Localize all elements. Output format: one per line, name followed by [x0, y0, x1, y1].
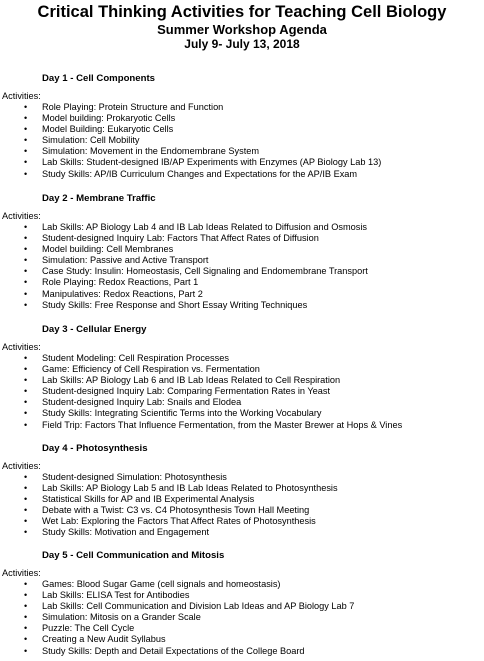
day-heading: Day 5 - Cell Communication and Mitosis: [42, 550, 225, 561]
list-item: [0, 266, 484, 277]
activity-list: [0, 472, 484, 539]
list-item: [0, 233, 484, 244]
list-item-text: Model Building: Eukaryotic Cells: [42, 124, 174, 135]
list-item-text: Puzzle: The Cell Cycle: [42, 623, 135, 634]
activities-label: Activities:: [2, 91, 41, 101]
bullet-icon: •: [24, 222, 28, 232]
list-item-text: Game: Efficiency of Cell Respiration vs. Fermentation: [42, 364, 260, 375]
list-item-text: Student-designed Inquiry Lab: Snails and Elodea: [42, 397, 242, 408]
bullet-icon: •: [24, 612, 28, 623]
list-item: [0, 289, 484, 300]
list-item-text: Simulation: Cell Mobility: [42, 135, 140, 146]
list-item-text: Student-designed Inquiry Lab: Comparing Fermentation Rates in Yeast: [42, 386, 331, 397]
bullet-icon: •: [24, 233, 28, 244]
list-item: [0, 353, 484, 364]
list-item-text: Debate with a Twist: C3 vs. C4 Photosynthesis Town Hall Meeting: [42, 505, 310, 516]
bullet-icon: •: [24, 386, 28, 397]
activities-label: Activities:: [2, 461, 41, 471]
activities-label: Activities:: [2, 342, 41, 352]
activity-list: [0, 102, 484, 180]
activity-list: [0, 353, 484, 431]
list-item: [0, 634, 484, 645]
activities-label: Activities:: [2, 211, 41, 221]
bullet-icon: •: [24, 124, 28, 135]
day-1-section: [0, 73, 484, 180]
list-item-text: Study Skills: Free Response and Short Essay Writing Techniques: [42, 299, 308, 310]
list-item: [0, 505, 484, 516]
list-item-text: Wet Lab: Exploring the Factors That Affect Rates of Photosynthesis: [42, 516, 316, 527]
bullet-icon: •: [24, 505, 28, 516]
bullet-icon: •: [24, 244, 28, 255]
list-item: [0, 397, 484, 408]
list-item: [0, 408, 484, 419]
list-item: [0, 601, 484, 612]
list-item: [0, 135, 484, 146]
day-heading: Day 4 - Photosynthesis: [42, 443, 148, 454]
list-item-text: Statistical Skills for AP and IB Experimental Analysis: [42, 494, 255, 505]
activity-list: [0, 579, 484, 657]
bullet-icon: •: [24, 102, 28, 112]
list-item: [0, 300, 484, 311]
list-item-text: Creating a New Audit Syllabus: [42, 634, 166, 645]
day-2-section: [0, 193, 484, 311]
list-item: [0, 516, 484, 527]
list-item: [0, 646, 484, 657]
list-item-text: Study Skills: AP/IB Curriculum Changes and Expectations for the AP/IB Exam: [42, 168, 358, 179]
bullet-icon: •: [24, 472, 28, 482]
bullet-icon: •: [24, 634, 28, 645]
bullet-icon: •: [24, 527, 28, 538]
list-item: [0, 113, 484, 124]
bullet-icon: •: [24, 288, 28, 299]
list-item-text: Student-designed Inquiry Lab: Factors That Affect Rates of Diffusion: [42, 233, 319, 244]
list-item: [0, 420, 484, 431]
list-item-text: Simulation: Movement in the Endomembrane System: [42, 146, 260, 157]
bullet-icon: •: [24, 494, 28, 505]
list-item-text: Field Trip: Factors That Influence Fermentation, from the Master Brewer at Hops & Vines: [42, 419, 403, 430]
bullet-icon: •: [24, 483, 28, 494]
list-item: [0, 102, 484, 113]
day-heading: Day 3 - Cellular Energy: [42, 324, 147, 335]
list-item-text: Simulation: Passive and Active Transport: [42, 255, 209, 266]
bullet-icon: •: [24, 113, 28, 124]
bullet-icon: •: [24, 516, 28, 527]
list-item-text: Student Modeling: Cell Respiration Processes: [42, 353, 229, 363]
bullet-icon: •: [24, 375, 28, 386]
list-item-text: Student-designed Simulation: Photosynthesis: [42, 472, 227, 482]
bullet-icon: •: [24, 623, 28, 634]
list-item-text: Simulation: Mitosis on a Grander Scale: [42, 612, 201, 623]
day-heading: Day 2 - Membrane Traffic: [42, 193, 156, 204]
bullet-icon: •: [24, 255, 28, 266]
list-item: [0, 157, 484, 168]
bullet-icon: •: [24, 135, 28, 146]
list-item-text: Role Playing: Redox Reactions, Part 1: [42, 277, 199, 288]
list-item: [0, 244, 484, 255]
list-item-text: Case Study: Insulin: Homeostasis, Cell Signaling and Endomembrane Transport: [42, 266, 368, 277]
list-item: [0, 169, 484, 180]
bullet-icon: •: [24, 299, 28, 310]
page-subtitle: Summer Workshop Agenda: [157, 22, 327, 37]
list-item-text: Role Playing: Protein Structure and Function: [42, 102, 224, 112]
bullet-icon: •: [24, 146, 28, 157]
bullet-icon: •: [24, 645, 28, 656]
list-item-text: Lab Skills: AP Biology Lab 5 and IB Lab Ideas Related to Photosynthesis: [42, 483, 338, 494]
bullet-icon: •: [24, 364, 28, 375]
bullet-icon: •: [24, 590, 28, 601]
activities-label: Activities:: [2, 568, 41, 578]
day-3-section: [0, 324, 484, 431]
bullet-icon: •: [24, 397, 28, 408]
list-item: [0, 483, 484, 494]
bullet-icon: •: [24, 157, 28, 168]
list-item: [0, 590, 484, 601]
list-item-text: Study Skills: Integrating Scientific Terms into the Working Vocabulary: [42, 408, 322, 419]
list-item-text: Manipulatives: Redox Reactions, Part 2: [42, 288, 203, 299]
list-item-text: Lab Skills: AP Biology Lab 6 and IB Lab Ideas Related to Cell Respiration: [42, 375, 341, 386]
list-item-text: Games: Blood Sugar Game (cell signals and homeostasis): [42, 579, 281, 589]
list-item-text: Model building: Cell Membranes: [42, 244, 174, 255]
day-heading: Day 1 - Cell Components: [42, 73, 156, 84]
list-item-text: Study Skills: Motivation and Engagement: [42, 527, 209, 538]
activity-list: [0, 222, 484, 311]
bullet-icon: •: [24, 353, 28, 363]
bullet-icon: •: [24, 168, 28, 179]
list-item: [0, 472, 484, 483]
bullet-icon: •: [24, 408, 28, 419]
day-5-section: [0, 550, 484, 657]
day-4-section: [0, 443, 484, 539]
list-item: [0, 623, 484, 634]
list-item-text: Study Skills: Depth and Detail Expectations of the College Board: [42, 645, 305, 656]
list-item: [0, 494, 484, 505]
list-item: [0, 255, 484, 266]
list-item: [0, 364, 484, 375]
page-title: Critical Thinking Activities for Teaching Cell Biology: [37, 3, 447, 21]
bullet-icon: •: [24, 277, 28, 288]
bullet-icon: •: [24, 419, 28, 430]
list-item-text: Model building: Prokaryotic Cells: [42, 113, 176, 124]
list-item: [0, 222, 484, 233]
list-item: [0, 277, 484, 288]
list-item-text: Lab Skills: AP Biology Lab 4 and IB Lab Ideas Related to Diffusion and Osmosis: [42, 222, 367, 232]
bullet-icon: •: [24, 579, 28, 589]
list-item: [0, 124, 484, 135]
list-item-text: Lab Skills: Cell Communication and Division Lab Ideas and AP Biology Lab 7: [42, 601, 355, 612]
list-item: [0, 146, 484, 157]
workshop-dates: July 9- July 13, 2018: [184, 37, 300, 51]
agenda-header: [0, 0, 484, 51]
list-item: [0, 527, 484, 538]
list-item-text: Lab Skills: ELISA Test for Antibodies: [42, 590, 190, 601]
list-item: [0, 375, 484, 386]
bullet-icon: •: [24, 266, 28, 277]
list-item: [0, 579, 484, 590]
list-item-text: Lab Skills: Student-designed IB/AP Experiments with Enzymes (AP Biology Lab 13): [42, 157, 382, 168]
list-item: [0, 612, 484, 623]
bullet-icon: •: [24, 601, 28, 612]
list-item: [0, 386, 484, 397]
